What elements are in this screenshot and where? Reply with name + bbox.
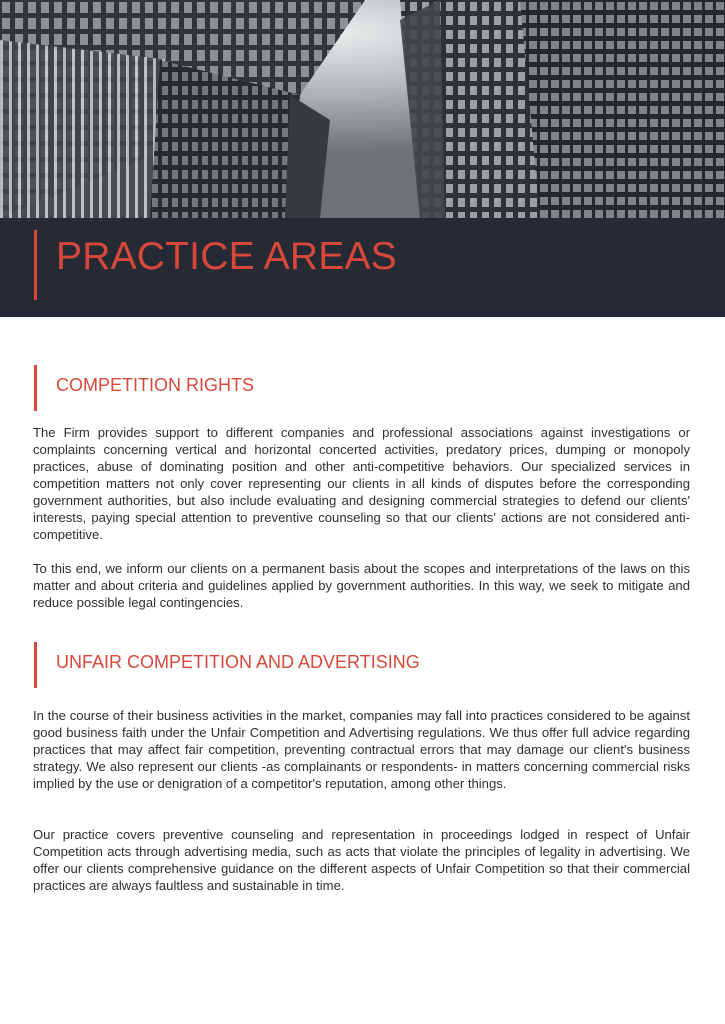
section-title: COMPETITION RIGHTS — [56, 375, 254, 395]
section-title: UNFAIR COMPETITION AND ADVERTISING — [56, 652, 420, 672]
heading-accent-bar — [34, 642, 37, 688]
hero-image — [0, 0, 725, 218]
competition-paragraph-2: To this end, we inform our clients on a permanent basis about the scopes and interpretations of the laws on this matter and about criteria and guidelines applied by government authorities. In this way, we seek to mitigate and reduce possible legal contingencies. — [33, 561, 690, 610]
heading-accent-bar — [34, 365, 37, 411]
competition-paragraph-1: The Firm provides support to different companies and professional associations against investigations or complaints concerning vertical and horizontal concerted activities, predatory prices, dumping or monopoly practices, abuse of dominating position and other anti-competitive behaviors. Our specialized services in competition matters not only cover representing our clients in all kinds of disputes before the corresponding government authorities, but also include evaluating and designing commercial strategies to defend our clients' interests, paying special attention to preventive counseling so that our clients' actions are not considered anti-competitive. — [33, 425, 690, 542]
unfair-competition-paragraph-2: Our practice covers preventive counseling and representation in proceedings lodged in respect of Unfair Competition acts through advertising media, such as acts that violate the principles of legality in advertising. We offer our clients comprehensive guidance on the different aspects of Unfair Competition so that their commercial practices are always faultless and sustainable in time. — [33, 827, 690, 893]
page-title: PRACTICE AREAS — [56, 235, 397, 278]
unfair-competition-paragraph-1: In the course of their business activities in the market, companies may fall into practices considered to be against good business faith under the Unfair Competition and Advertising regulations. We thus offer full advice regarding practices that may affect fair competition, preventing contractual errors that may damage our client's business strategy. We also represent our clients -as complainants or respondents- in matters concerning commercial risks implied by the use or denigration of a competitor's reputation, among other things. — [33, 708, 690, 791]
practice-areas-banner — [0, 218, 725, 317]
banner-accent-bar — [34, 230, 37, 300]
skyscrapers-photo — [0, 0, 725, 218]
